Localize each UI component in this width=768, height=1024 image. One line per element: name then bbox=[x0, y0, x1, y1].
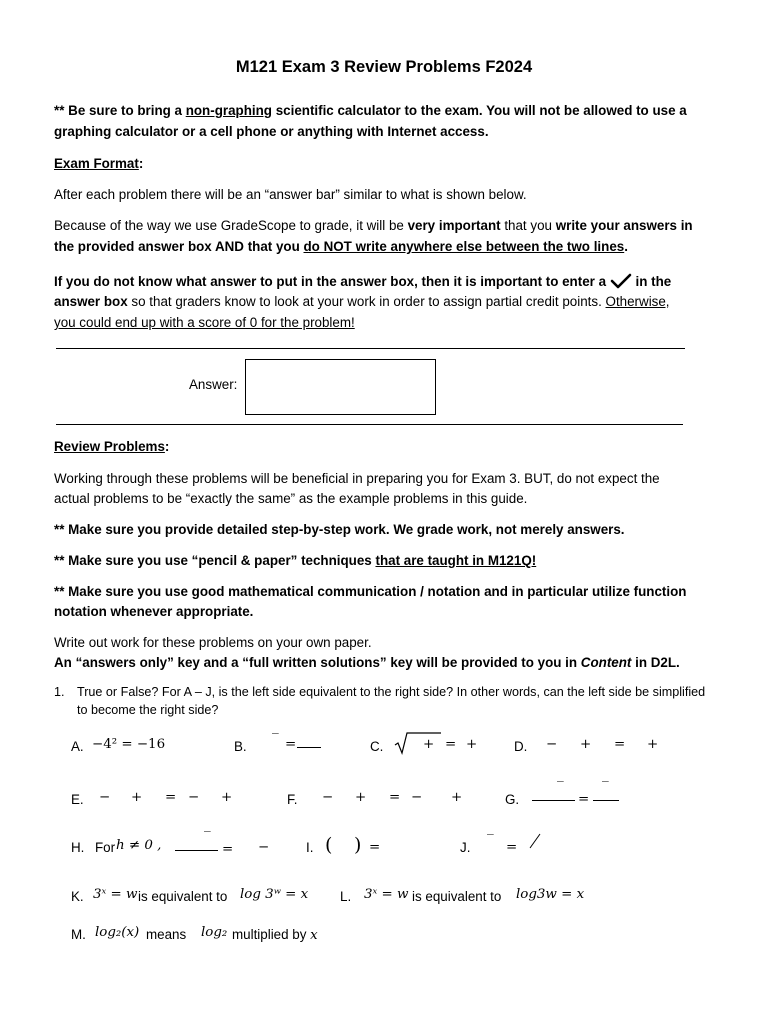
review-para-line-2: actual problems to be “exactly the same” as the example problems in this guide. bbox=[54, 491, 528, 506]
item-H-fraction-bar bbox=[175, 850, 218, 851]
item-M-tail-text: multiplied by bbox=[232, 927, 311, 942]
item-D-plus: + bbox=[647, 737, 659, 752]
item-C-equals: = bbox=[445, 737, 457, 752]
calc-note-underlined: non-graphing bbox=[185, 103, 272, 118]
p2-period: . bbox=[624, 239, 628, 254]
item-F-minus: − bbox=[411, 790, 423, 805]
item-I-label: I. bbox=[306, 840, 314, 855]
calc-note-text: scientific calculator to the exam. You will not be allowed to use a bbox=[271, 103, 687, 118]
item-A-expression: −4² = −16 bbox=[92, 737, 166, 752]
answer-key-note bbox=[54, 655, 680, 670]
item-E-plus: + bbox=[221, 790, 233, 805]
key-note-italic: Content bbox=[580, 655, 632, 670]
p2-underlined: do NOT write anywhere else between the two lines bbox=[303, 239, 625, 254]
p3-bold: in the bbox=[635, 274, 672, 289]
review-problems-heading bbox=[54, 439, 169, 454]
exam-format-para-3-line-3: you could end up with a score of 0 for the problem! bbox=[54, 315, 355, 330]
exam-format-para-2-line-2 bbox=[54, 239, 628, 254]
calculator-note-line-1 bbox=[54, 103, 687, 118]
exam-format-para-3-line-1 bbox=[54, 273, 671, 292]
item-D-equals: = bbox=[614, 737, 626, 752]
p3-bold: answer box bbox=[54, 294, 128, 309]
item-L-lhs: 3ˣ = w bbox=[364, 887, 409, 902]
item-H-minus: − bbox=[258, 840, 270, 855]
item-M-lhs: log₂(x) bbox=[95, 925, 140, 940]
p3-underlined: Otherwise, bbox=[605, 294, 670, 309]
answer-label: Answer: bbox=[189, 377, 238, 392]
note-communication-line-1: ** Make sure you use good mathematical communication / notation and in particular utilize function bbox=[54, 584, 687, 599]
item-E-label: E. bbox=[71, 792, 84, 807]
p3-bold: If you do not know what answer to put in the answer box, then it is important to enter a bbox=[54, 274, 607, 289]
key-note-text: in D2L. bbox=[631, 655, 680, 670]
item-A-label: A. bbox=[71, 739, 84, 754]
item-D-label: D. bbox=[514, 739, 528, 754]
note-communication-line-2: notation whenever appropriate. bbox=[54, 604, 254, 619]
item-F-plus: + bbox=[451, 790, 463, 805]
problem-1-text-line-1: True or False? For A – J, is the left side equivalent to the right side? In other words, can the left side be simplified bbox=[77, 685, 706, 699]
p2-text: Because of the way we use GradeScope to grade, it will be bbox=[54, 218, 408, 233]
item-J-equals: = bbox=[506, 840, 518, 855]
item-J-label: J. bbox=[460, 840, 471, 855]
heading-colon: : bbox=[164, 439, 170, 454]
item-E-minus: − bbox=[188, 790, 200, 805]
exam-format-heading bbox=[54, 156, 143, 171]
item-G-bar: ‾ bbox=[602, 780, 609, 795]
exam-format-para-3-line-2 bbox=[54, 294, 670, 309]
p2-bold: write your answers in bbox=[555, 218, 693, 233]
item-G-bar: ‾ bbox=[557, 780, 564, 795]
item-L-label: L. bbox=[340, 889, 352, 904]
calc-note-text: ** Be sure to bring a bbox=[54, 103, 186, 118]
item-L-mid: is equivalent to bbox=[412, 889, 502, 904]
item-B-fraction-bar bbox=[297, 747, 321, 748]
item-M-label: M. bbox=[71, 927, 86, 942]
item-I-equals: = bbox=[369, 840, 381, 855]
note-step-by-step: ** Make sure you provide detailed step-by-step work. We grade work, not merely answers. bbox=[54, 522, 625, 537]
heading-colon: : bbox=[138, 156, 144, 171]
item-M-tail bbox=[232, 927, 318, 943]
key-note-text: An “answers only” key and a “full written solutions” key will be provided to you in bbox=[54, 655, 581, 670]
item-G-fraction-bar-left bbox=[532, 800, 575, 801]
item-B-label: B. bbox=[234, 739, 247, 754]
p2-bold: the provided answer box AND that you bbox=[54, 239, 304, 254]
exam-format-para-2-line-1 bbox=[54, 218, 693, 233]
item-J-slash bbox=[528, 832, 542, 853]
review-para-line-1: Working through these problems will be beneficial in preparing you for Exam 3. BUT, do not expect the bbox=[54, 471, 660, 486]
problem-1-text-line-2: to become the right side? bbox=[77, 703, 219, 717]
item-L-rhs: log3w = x bbox=[516, 887, 585, 902]
item-C-plus: + bbox=[423, 737, 435, 752]
item-E-equals: = bbox=[165, 790, 177, 805]
answer-bar-top-line bbox=[56, 348, 685, 349]
item-F-minus: − bbox=[322, 790, 334, 805]
checkmark-icon bbox=[610, 273, 632, 292]
item-M-mid: means bbox=[146, 927, 187, 942]
calculator-note-line-2: graphing calculator or a cell phone or anything with Internet access. bbox=[54, 124, 489, 139]
item-F-label: F. bbox=[287, 792, 298, 807]
work-instruction: Write out work for these problems on your own paper. bbox=[54, 635, 372, 650]
item-C-plus: + bbox=[466, 737, 478, 752]
item-G-label: G. bbox=[505, 792, 520, 807]
item-F-equals: = bbox=[389, 790, 401, 805]
item-H-label: H. bbox=[71, 840, 85, 855]
page-title: M121 Exam 3 Review Problems F2024 bbox=[235, 58, 533, 76]
item-M-rhs: log₂ bbox=[201, 925, 228, 940]
item-I-close-paren: ) bbox=[354, 834, 362, 856]
item-M-variable: x bbox=[310, 928, 318, 943]
item-E-plus: + bbox=[131, 790, 143, 805]
item-C-radical bbox=[394, 731, 442, 758]
item-C-label: C. bbox=[370, 739, 384, 754]
item-K-rhs: log 3ʷ = x bbox=[240, 887, 309, 902]
item-F-plus: + bbox=[355, 790, 367, 805]
item-E-minus: − bbox=[99, 790, 111, 805]
item-D-minus: − bbox=[546, 737, 558, 752]
item-G-equals: = bbox=[578, 792, 590, 807]
exam-format-para-1: After each problem there will be an “answer bar” similar to what is shown below. bbox=[54, 187, 527, 202]
item-B-equals: = bbox=[285, 737, 297, 752]
item-K-label: K. bbox=[71, 889, 84, 904]
item-D-plus: + bbox=[580, 737, 592, 752]
item-G-fraction-bar-right bbox=[593, 800, 619, 801]
item-H-for: For bbox=[95, 840, 116, 855]
problem-1-number: 1. bbox=[54, 685, 65, 699]
note-underlined: that are taught in M121Q! bbox=[375, 553, 537, 568]
item-J-bar: ‾ bbox=[487, 833, 494, 848]
p3-text: so that graders know to look at your work in order to assign partial credit points. bbox=[127, 294, 606, 309]
answer-bar-bottom-line bbox=[56, 424, 683, 425]
item-B-bar: ‾ bbox=[272, 732, 279, 747]
answer-box[interactable] bbox=[245, 359, 436, 415]
item-K-mid: is equivalent to bbox=[138, 889, 228, 904]
review-heading-text: Review Problems bbox=[54, 439, 165, 454]
item-I-open-paren: ( bbox=[325, 834, 333, 856]
note-pencil-paper bbox=[54, 553, 536, 568]
item-H-bar: ‾ bbox=[204, 830, 211, 845]
p2-bold: very important bbox=[407, 218, 501, 233]
item-H-condition: h ≠ 0 , bbox=[116, 838, 162, 853]
exam-format-heading-text: Exam Format bbox=[54, 156, 139, 171]
note-text: ** Make sure you use “pencil & paper” techniques bbox=[54, 553, 376, 568]
item-H-equals: = bbox=[222, 842, 234, 857]
item-K-lhs: 3ˣ = w bbox=[93, 887, 138, 902]
p2-text: that you bbox=[500, 218, 556, 233]
